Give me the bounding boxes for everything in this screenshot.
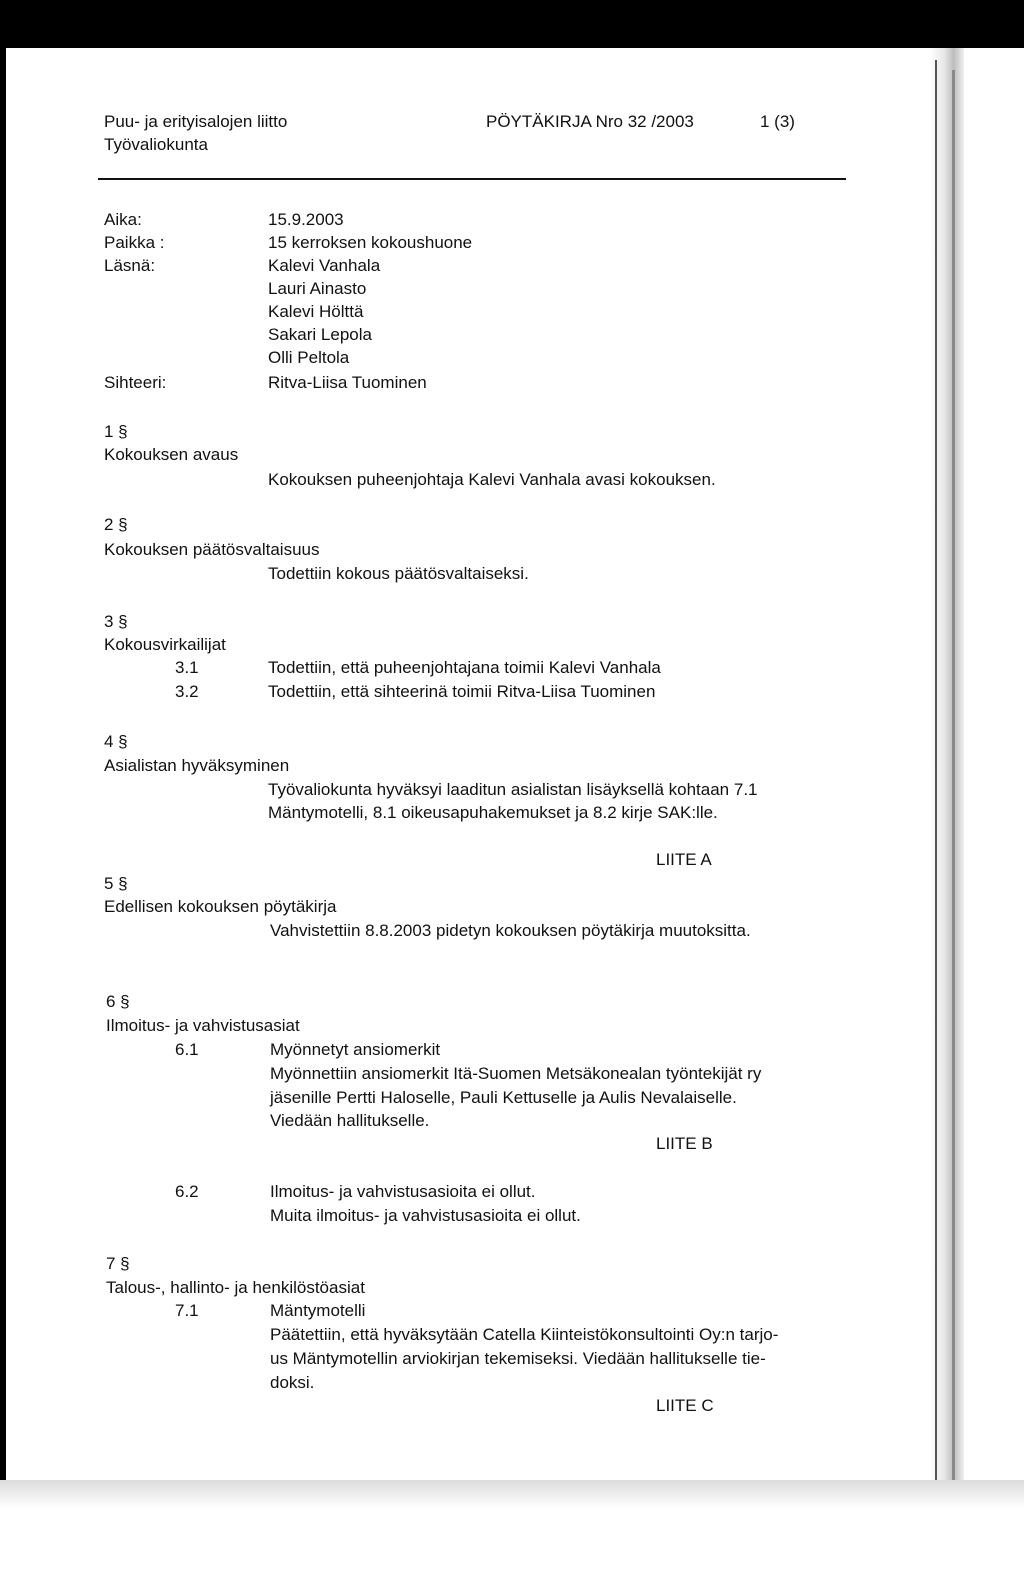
attendee: Kalevi Hölttä [268,302,364,321]
section-number: 6 § [106,992,130,1011]
section-text-line: Työvaliokunta hyväksyi laaditun asialistan lisäyksellä kohtaan 7.1 [268,780,758,799]
section-number: 2 § [104,515,128,534]
attachment-label: LIITE A [656,850,712,869]
place-value: 15 kerroksen kokoushuone [268,233,473,252]
org-name: Puu- ja erityisalojen liitto [104,112,288,131]
page-number: 1 (3) [760,112,795,131]
section-title: Kokousvirkailijat [104,635,226,654]
section-title: Kokouksen päätösvaltaisuus [104,540,320,559]
item-text-line: doksi. [270,1373,315,1392]
scan-border-top [0,0,1024,48]
attendee: Lauri Ainasto [268,279,367,298]
item-text-line: Ilmoitus- ja vahvistusasioita ei ollut. [270,1182,536,1201]
attendee: Kalevi Vanhala [268,256,381,275]
item-text-line: us Mäntymotellin arviokirjan tekemiseksi. Viedään hallitukselle tie- [270,1349,766,1368]
doc-title: PÖYTÄKIRJA Nro 32 /2003 [486,112,694,131]
present-label: Läsnä: [104,256,156,275]
committee-name: Työvaliokunta [104,135,208,154]
section-title: Kokouksen avaus [104,445,239,464]
attachment-label: LIITE C [656,1396,714,1415]
time-value: 15.9.2003 [268,210,344,229]
item-text: Todettiin, että sihteerinä toimii Ritva-Liisa Tuominen [268,682,656,701]
item-title: Myönnetyt ansiomerkit [270,1040,441,1059]
section-number: 3 § [104,612,128,631]
page-edge-line [952,70,955,1490]
time-label: Aika: [104,210,142,229]
item-title: Mäntymotelli [270,1301,366,1320]
header-divider [98,178,846,180]
attendee: Olli Peltola [268,348,350,367]
item-text: Todettiin, että puheenjohtajana toimii Kalevi Vanhala [268,658,661,677]
item-text-line: Viedään hallitukselle. [270,1111,430,1130]
scan-border-left [0,0,6,1591]
section-title: Ilmoitus- ja vahvistusasiat [106,1016,300,1035]
section-number: 4 § [104,732,128,751]
item-text-line: Myönnettiin ansiomerkit Itä-Suomen Metsäkonealan työntekijät ry [270,1064,762,1083]
page-bottom-shadow [0,1480,1024,1591]
item-number: 7.1 [175,1301,199,1320]
section-text: Kokouksen puheenjohtaja Kalevi Vanhala avasi kokouksen. [268,470,716,489]
item-number: 3.2 [175,682,199,701]
section-title: Asialistan hyväksyminen [104,756,290,775]
place-label: Paikka : [104,233,165,252]
item-number: 3.1 [175,658,199,677]
item-text-line: jäsenille Pertti Haloselle, Pauli Kettuselle ja Aulis Nevalaiselle. [270,1088,737,1107]
section-title: Talous-, hallinto- ja henkilöstöasiat [106,1278,365,1297]
attachment-label: LIITE B [656,1134,713,1153]
page-edge-line [935,60,937,1500]
section-number: 1 § [104,422,128,441]
section-number: 7 § [106,1254,130,1273]
section-number: 5 § [104,874,128,893]
item-text-line: Muita ilmoitus- ja vahvistusasioita ei ollut. [270,1206,581,1225]
section-text: Todettiin kokous päätösvaltaiseksi. [268,564,529,583]
attendee: Sakari Lepola [268,325,372,344]
secretary-label: Sihteeri: [104,373,167,392]
section-text: Vahvistettiin 8.8.2003 pidetyn kokouksen pöytäkirja muutoksitta. [270,921,751,940]
item-number: 6.1 [175,1040,199,1059]
section-text-line: Mäntymotelli, 8.1 oikeusapuhakemukset ja 8.2 kirje SAK:lle. [268,803,718,822]
item-text-line: Päätettiin, että hyväksytään Catella Kiinteistökonsultointi Oy:n tarjo- [270,1325,779,1344]
secretary-value: Ritva-Liisa Tuominen [268,373,427,392]
section-title: Edellisen kokouksen pöytäkirja [104,897,337,916]
item-number: 6.2 [175,1182,199,1201]
